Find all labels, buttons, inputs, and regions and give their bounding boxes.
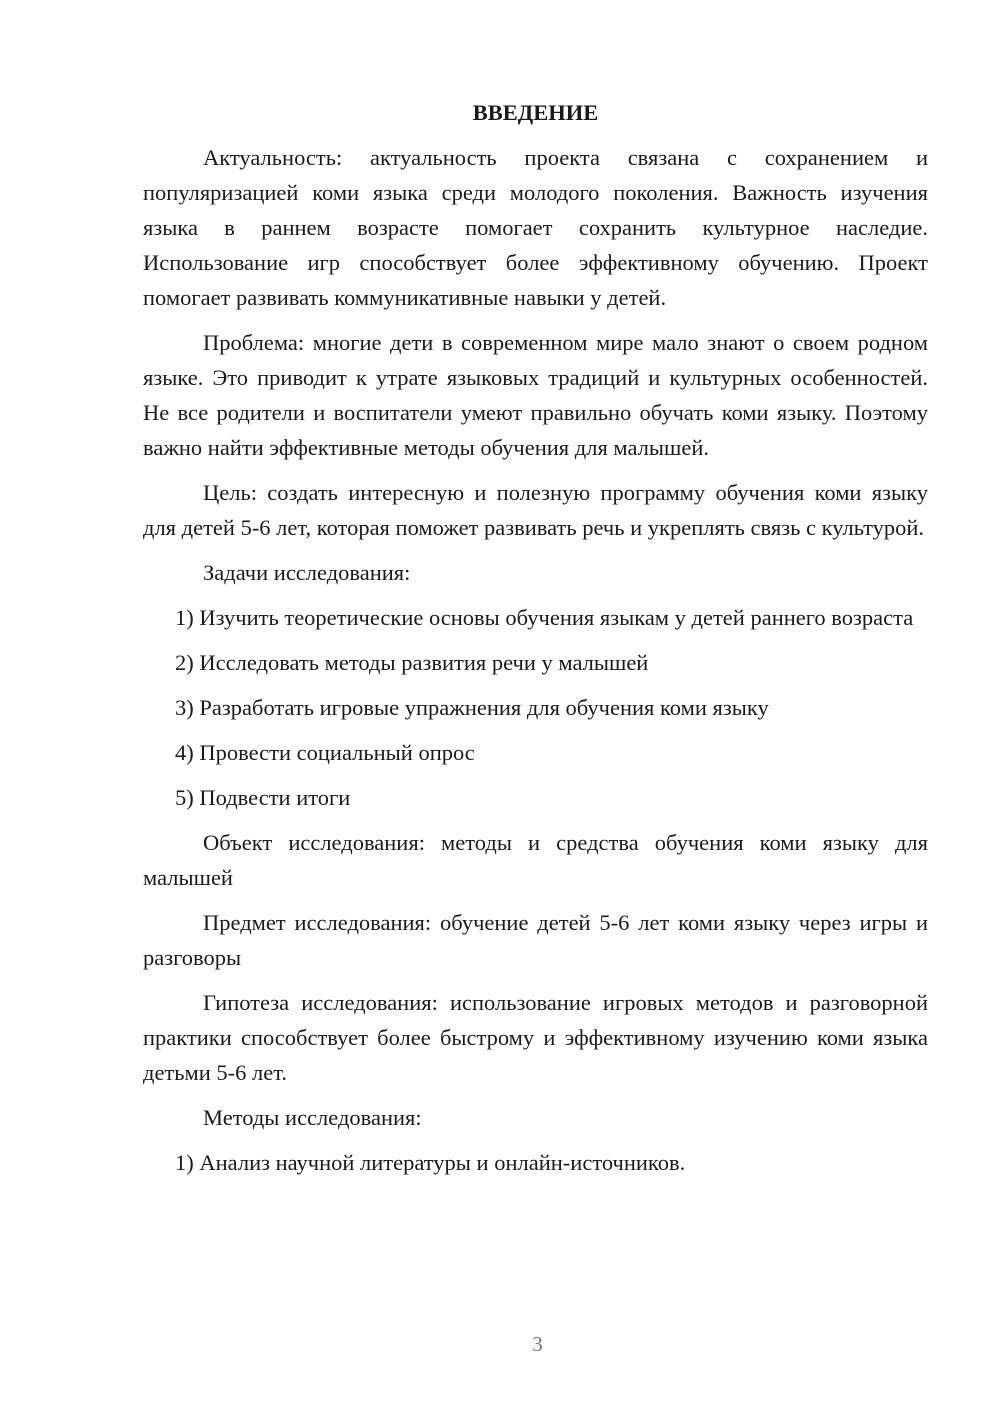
tasks-heading: Задачи исследования: [203, 560, 411, 585]
task-item: 1) Изучить теоретические основы обучения языкам у детей раннего возраста [175, 605, 914, 630]
goal-paragraph: Цель: создать интересную и полезную программу обучения коми языку для детей 5-6 лет, которая поможет развивать речь и укреплять связь с культурой. [143, 480, 928, 540]
problem-paragraph: Проблема: многие дети в современном мире мало знают о своем родном языке. Это приводит к утрате языковых традиций и культурных особенностей. Не все родители и воспитатели умеют правильно обучать коми языку. Поэтому важно найти эффективные методы обучения для малышей. [143, 330, 928, 460]
hypothesis-paragraph: Гипотеза исследования: использование игровых методов и разговорной практики способствует более быстрому и эффективному изучению коми языка детьми 5-6 лет. [143, 990, 928, 1085]
object-paragraph: Объект исследования: методы и средства обучения коми языку для малышей [143, 830, 928, 890]
task-item: 4) Провести социальный опрос [175, 740, 475, 765]
page-number: 3 [532, 1332, 543, 1356]
relevance-paragraph: Актуальность: актуальность проекта связана с сохранением и популяризацией коми языка среди молодого поколения. Важность изучения языка в раннем возрасте помогает сохранить культурное наследие. Использование игр способствует более эффективному обучению. Проект помогает развивать коммуникативные навыки у детей. [143, 145, 928, 310]
task-item: 2) Исследовать методы развития речи у малышей [175, 650, 649, 675]
task-item: 5) Подвести итоги [175, 785, 351, 810]
task-item: 3) Разработать игровые упражнения для обучения коми языку [175, 695, 769, 720]
page-title: ВВЕДЕНИЕ [472, 100, 599, 125]
methods-heading: Методы исследования: [203, 1105, 422, 1130]
method-item: 1) Анализ научной литературы и онлайн-источников. [175, 1150, 686, 1175]
subject-paragraph: Предмет исследования: обучение детей 5-6 лет коми языку через игры и разговоры [143, 910, 928, 970]
page-content [143, 95, 928, 1190]
